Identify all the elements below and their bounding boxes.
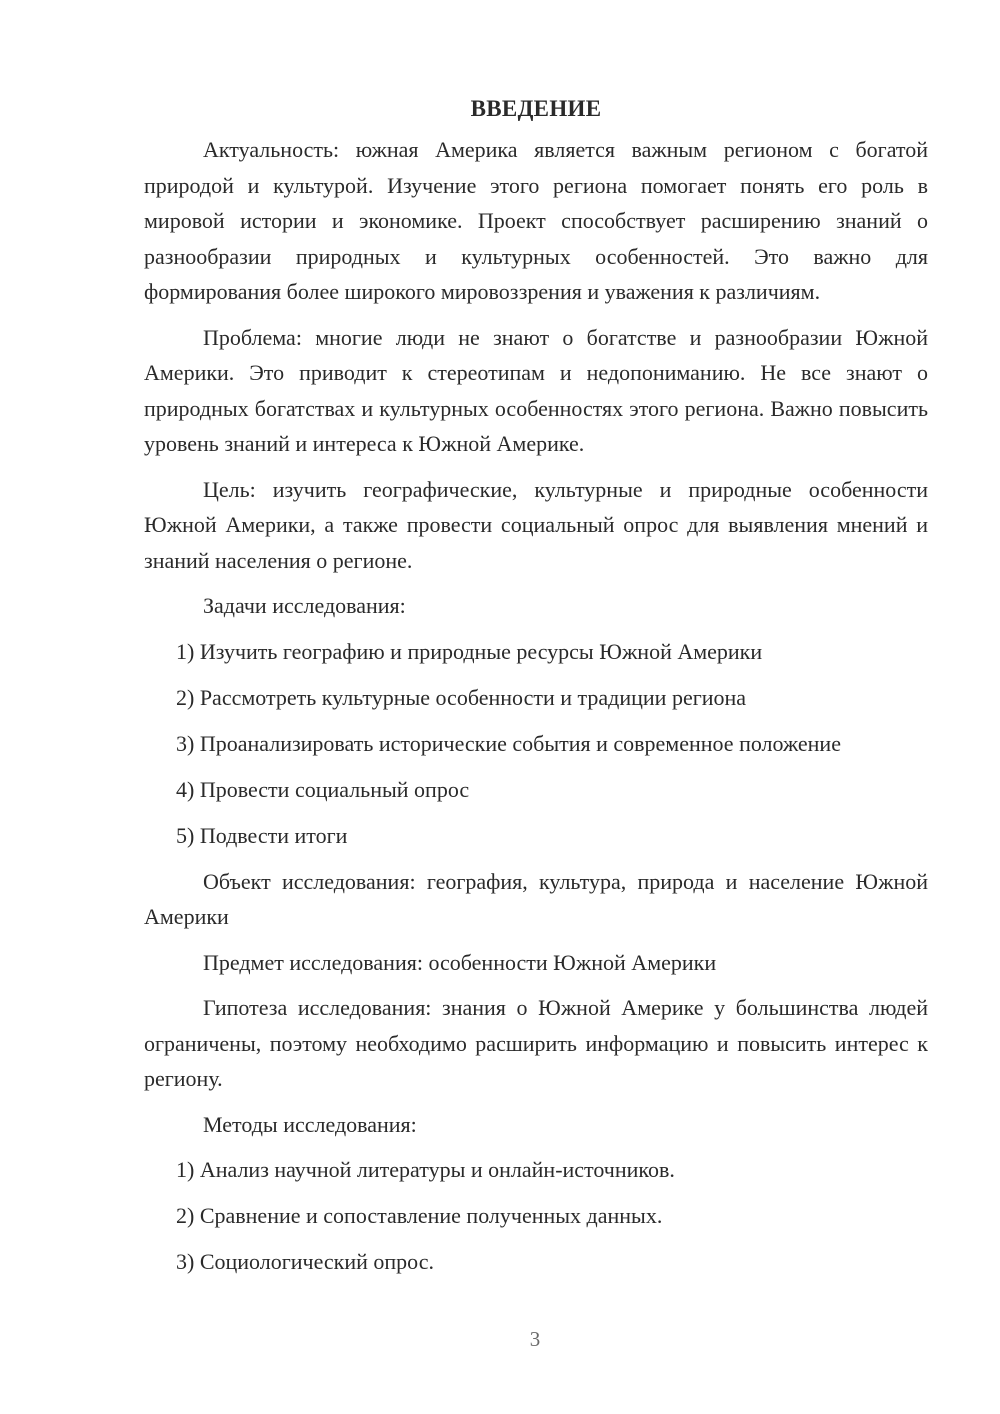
tasks-list bbox=[144, 634, 928, 854]
relevance-paragraph: Актуальность: южная Америка является важным регионом с богатой природой и культурой. Изучение этого региона помогает понять его роль в мировой истории и экономике. Проект способствует расширению знаний о разнообразии природных и культурных особенностей. Это важно для формирования более широкого мировоззрения и уважения к различиям. bbox=[144, 137, 928, 304]
goal-paragraph: Цель: изучить географические, культурные и природные особенности Южной Америки, а также провести социальный опрос для выявления мнений и знаний населения о регионе. bbox=[144, 476, 928, 573]
section-title: ВВЕДЕНИЕ bbox=[470, 96, 602, 121]
task-item: 3) Проанализировать исторические события и современное положение bbox=[176, 730, 841, 756]
tasks-heading: Задачи исследования: bbox=[203, 593, 406, 618]
methods-heading: Методы исследования: bbox=[203, 1111, 417, 1137]
hypothesis-paragraph: Гипотеза исследования: знания о Южной Америке у большинства людей ограничены, поэтому необходимо расширить информацию и повысить интерес к региону. bbox=[144, 995, 928, 1091]
document-page bbox=[144, 92, 928, 1290]
method-item: 2) Сравнение и сопоставление полученных данных. bbox=[176, 1203, 663, 1228]
task-item: 5) Подвести итоги bbox=[176, 822, 348, 848]
method-item: 1) Анализ научной литературы и онлайн-источников. bbox=[176, 1157, 675, 1182]
task-item: 2) Рассмотреть культурные особенности и традиции региона bbox=[176, 684, 747, 710]
task-item: 4) Провести социальный опрос bbox=[176, 776, 470, 802]
problem-paragraph: Проблема: многие люди не знают о богатстве и разнообразии Южной Америки. Это приводит к стереотипам и недопониманию. Не все знают о природных богатствах и культурных особенностях этого региона. Важно повысить уровень знаний и интереса к Южной Америке. bbox=[144, 324, 928, 456]
subject-paragraph: Предмет исследования: особенности Южной Америки bbox=[203, 949, 717, 975]
method-item: 3) Социологический опрос. bbox=[176, 1249, 434, 1274]
object-paragraph: Объект исследования: география, культура, природа и население Южной Америки bbox=[144, 868, 928, 929]
task-item: 1) Изучить географию и природные ресурсы Южной Америки bbox=[176, 638, 763, 664]
methods-list bbox=[144, 1152, 928, 1280]
page-number: 3 bbox=[529, 1327, 541, 1351]
